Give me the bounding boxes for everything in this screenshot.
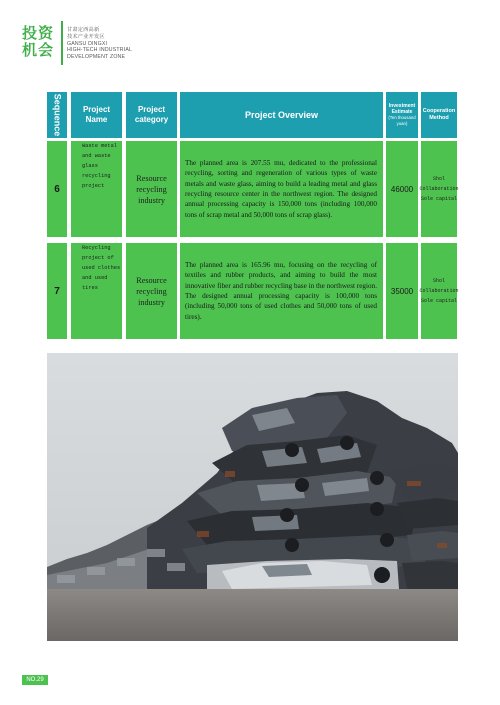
name-line: Waste metal [82,143,117,149]
header-cooperation [421,92,457,138]
header-sequence [47,92,67,138]
category-line: industry [138,195,165,205]
row-sequence [47,243,67,339]
name-line: tires [82,285,98,291]
row-sequence-value: 6 [54,183,60,195]
row-project-overview [180,243,383,339]
row-project-overview [180,141,383,237]
logo-line: GANSU DINGXI [67,40,108,47]
logo-line: HIGH-TECH INDUSTRIAL [67,47,133,54]
name-line: used clothes [82,265,121,271]
page-number-label: NO.29 [26,677,44,683]
name-line: and waste [82,153,111,159]
header-project-category-label: Project category [134,105,169,124]
row-sequence-value: 7 [54,285,60,297]
investment-value: 35000 [390,286,414,296]
row-cooperation [421,141,457,237]
coop-line: Sole capital [421,298,458,304]
investment-value: 46000 [390,184,414,194]
header-investment [386,92,418,138]
coop-line: Collaboration [419,186,459,192]
logo-divider [61,21,63,65]
overview-text: The planned area is 207.55 mu, dedicated to the professional recycling, sorting and regeneration of various types of waste metals and waste glass, aiming to build a leading metal and glass recycling resource center in the northwest region. The designed annual processing capacity is 150,000 tons (including 100,000 tons of scrap metal and 50,000 tons of scrap glass). [185,158,377,219]
logo-line: 技术产业开发区 [67,33,105,40]
coop-line: Shol [432,176,445,182]
row-sequence [47,141,67,237]
header-project-category [126,92,177,138]
row-project-category [126,243,177,339]
logo-mark [22,25,58,59]
page-number [22,675,48,685]
logo-line: DEVELOPMENT ZONE [67,54,126,61]
name-line: project of [82,255,114,261]
row-cooperation [421,243,457,339]
header-project-name-label: Project Name [82,105,111,124]
logo-line: 甘肃定西高新 [67,27,100,33]
project-table [47,92,457,340]
scrap-cars-illustration [47,353,458,641]
name-line: glass [82,163,98,169]
header-investment-unit: (Ten thousand yuan) [388,115,416,126]
row-investment [386,243,418,339]
name-line: and used [82,275,108,281]
header-investment-label: Investment Estimate [388,103,416,115]
name-line: Recycling [82,245,111,251]
category-line: Resource [136,173,167,183]
header-cooperation-label: Cooperation Method [422,108,456,121]
coop-line: Sole capital [421,196,458,202]
logo-caption [67,27,132,61]
logo-characters: 投资机会 [22,24,55,59]
category-line: recycling [136,286,167,296]
category-line: industry [138,297,165,307]
header-project-name [71,92,122,138]
row-project-name [71,141,122,237]
category-line: Resource [136,275,167,285]
header-project-overview-label: Project Overview [244,110,319,120]
overview-text: The planned area is 165.96 mu, focusing on the recycling of textiles and rubber products, and aiming to build the most innovative fiber and rubber recycling base in the northwest region. The designed annual processing capacity is 100,000 tons (including 50,000 tons of used clothes and 50,000 tons of used tires). [185,260,377,321]
header-project-overview [180,92,383,138]
coop-line: Collaboration [419,288,459,294]
category-line: recycling [136,184,167,194]
coop-line: Shol [432,278,445,284]
zone-logo [22,15,162,75]
row-project-category [126,141,177,237]
name-line: recycling [82,173,111,179]
row-investment [386,141,418,237]
row-project-name [71,243,122,339]
scrap-cars-photo [47,353,458,641]
header-sequence-label: Sequence [52,93,62,137]
name-line: project [82,183,105,189]
